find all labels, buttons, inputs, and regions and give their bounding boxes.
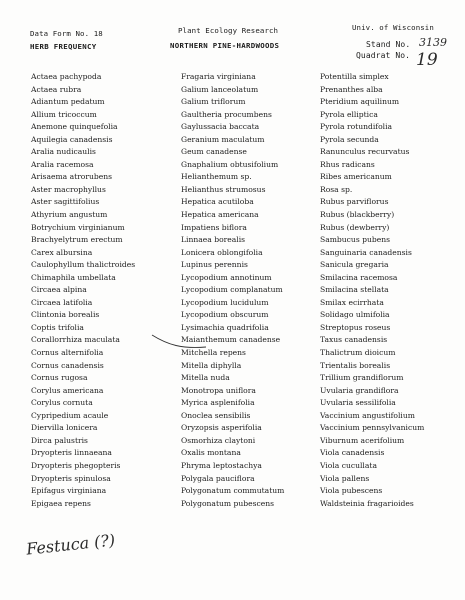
species-item: Caulophyllum thalictroides — [31, 260, 136, 270]
species-item: Osmorhiza claytoni — [181, 435, 256, 445]
university: Univ. of Wisconsin — [352, 23, 434, 32]
species-item: Galium lanceolatum — [181, 84, 259, 94]
species-item: Lycopodium complanatum — [181, 285, 283, 295]
species-item: Cypripedium acaule — [31, 410, 109, 420]
species-item: Circaea latifolia — [31, 297, 93, 307]
species-item: Impatiens biflora — [181, 222, 247, 232]
species-item: Fragaria virginiana — [181, 72, 256, 81]
species-item: Lupinus perennis — [181, 260, 248, 270]
species-item: Mitchella repens — [181, 348, 246, 358]
species-item: Anemone quinquefolia — [31, 122, 118, 132]
community-title: NORTHERN PINE-HARDWOODS — [170, 41, 280, 50]
species-item: Pyrola rotundifolia — [320, 122, 393, 132]
species-item: Onoclea sensibilis — [181, 410, 251, 420]
species-item: Lycopodium obscurum — [181, 310, 269, 320]
species-item: Actaea rubra — [31, 84, 82, 94]
species-item: Dirca palustris — [31, 435, 88, 445]
species-item: Ranunculus recurvatus — [320, 147, 410, 157]
species-item: Chimaphila umbellata — [31, 272, 116, 282]
species-item: Solidago ulmifolia — [320, 310, 390, 320]
quadrat-number-label: Quadrat No. — [356, 51, 411, 60]
stand-number-label: Stand No. — [366, 40, 411, 49]
handwritten-check-mark — [150, 331, 210, 361]
species-item: Mitella diphylla — [181, 360, 242, 370]
species-item: Smilacina stellata — [320, 285, 389, 295]
species-item: Sanguinaria canadensis — [320, 247, 412, 257]
species-item: Lycopodium annotinum — [181, 272, 272, 282]
species-item: Linnaea borealis — [181, 235, 246, 245]
species-item: Viola pubescens — [320, 486, 383, 496]
species-item: Corylus cornuta — [31, 398, 93, 408]
species-item: Hepatica americana — [181, 210, 259, 220]
species-item: Trillium grandiflorum — [320, 373, 404, 383]
species-item: Cornus alternifolia — [31, 348, 104, 358]
species-item: Corylus americana — [31, 385, 104, 395]
species-item: Polygala pauciflora — [181, 473, 255, 483]
species-item: Dryopteris phegopteris — [31, 460, 121, 470]
species-item: Gaultheria procumbens — [181, 109, 272, 119]
species-item: Smilax ecirrhata — [320, 297, 384, 307]
species-item: Athyrium angustum — [31, 210, 108, 220]
organization: Plant Ecology Research — [178, 26, 279, 35]
species-item: Botrychium virginianum — [31, 222, 125, 232]
species-item: Thalictrum dioicum — [320, 348, 396, 358]
species-item: Lycopodium lucidulum — [181, 297, 269, 307]
species-item: Helianthemum sp. — [181, 172, 252, 182]
species-item: Streptopus roseus — [320, 322, 391, 332]
species-item: Adiantum pedatum — [31, 97, 105, 107]
species-item: Geranium maculatum — [181, 134, 265, 144]
species-item: Geum canadense — [181, 147, 247, 157]
stand-number-value: 3139 — [419, 36, 447, 49]
species-item: Pteridium aquilinum — [320, 97, 400, 107]
species-item: Aquilegia canadensis — [31, 134, 113, 144]
species-item: Rosa sp. — [320, 184, 353, 194]
species-item: Rubus (dewberry) — [320, 222, 390, 232]
species-item: Oxalis montana — [181, 448, 241, 458]
species-column-1 — [31, 71, 135, 510]
species-item: Vaccinium angustifolium — [320, 410, 415, 420]
species-item: Polygonatum commutatum — [181, 486, 285, 496]
species-item: Aralia nudicaulis — [31, 147, 96, 157]
species-item: Brachyelytrum erectum — [31, 235, 123, 245]
species-item: Rubus (blackberry) — [320, 210, 395, 220]
species-item: Cornus rugosa — [31, 373, 88, 383]
form-number: Data Form No. 18 — [30, 29, 103, 38]
species-item: Gnaphalium obtusifolium — [181, 159, 279, 169]
species-item: Viburnum acerifolium — [320, 435, 405, 445]
species-item: Carex albursina — [31, 247, 93, 257]
species-item: Prenanthes alba — [320, 84, 383, 94]
species-item: Viola pallens — [320, 473, 370, 483]
species-item: Trientalis borealis — [320, 360, 391, 370]
species-item: Aralia racemosa — [31, 159, 94, 169]
species-item: Phryma leptostachya — [181, 460, 262, 470]
species-item: Potentilla simplex — [320, 72, 389, 81]
species-item: Smilacina racemosa — [320, 272, 398, 282]
species-item: Arisaema atrorubens — [31, 172, 113, 182]
species-item: Aster macrophyllus — [31, 184, 106, 194]
species-item: Taxus canadensis — [320, 335, 388, 345]
species-item: Dryopteris linnaeana — [31, 448, 112, 458]
species-item: Rhus radicans — [320, 159, 375, 169]
species-item: Epigaea repens — [31, 498, 91, 508]
species-item: Circaea alpina — [31, 285, 87, 295]
species-item: Actaea pachypoda — [31, 72, 102, 81]
species-item: Galium triflorum — [181, 97, 246, 107]
species-item: Helianthus strumosus — [181, 184, 266, 194]
species-item: Coptis trifolia — [31, 322, 84, 332]
species-item: Maianthemum canadense — [181, 335, 281, 345]
species-item: Polygonatum pubescens — [181, 498, 275, 508]
species-column-2 — [181, 71, 284, 510]
species-item: Viola cucullata — [320, 460, 377, 470]
species-item: Corallorrhiza maculata — [31, 335, 120, 345]
handwritten-signature: Festuca (?) — [25, 530, 117, 559]
species-item: Uvularia sessilifolia — [320, 398, 396, 408]
species-item: Cornus canadensis — [31, 360, 104, 370]
species-item: Waldsteinia fragarioides — [320, 498, 414, 508]
species-item: Viola canadensis — [320, 448, 385, 458]
species-item: Myrica asplenifolia — [181, 398, 255, 408]
quadrat-number-value: 19 — [416, 50, 438, 70]
species-item: Hepatica acutiloba — [181, 197, 254, 207]
species-column-3 — [320, 71, 424, 510]
species-item: Gaylussacia baccata — [181, 122, 260, 132]
sheet-title: HERB FREQUENCY — [30, 42, 97, 51]
species-item: Oryzopsis asperifolia — [181, 423, 262, 433]
species-item: Lonicera oblongifolia — [181, 247, 263, 257]
species-item: Vaccinium pennsylvanicum — [320, 423, 425, 433]
species-item: Sanicula gregaria — [320, 260, 389, 270]
species-item: Uvularia grandiflora — [320, 385, 399, 395]
species-item: Aster sagittifolius — [31, 197, 100, 207]
species-item: Clintonia borealis — [31, 310, 100, 320]
species-item: Dryopteris spinulosa — [31, 473, 111, 483]
species-item: Ribes americanum — [320, 172, 392, 182]
species-item: Diervilla lonicera — [31, 423, 98, 433]
species-item: Rubus parviflorus — [320, 197, 389, 207]
species-item: Allium tricoccum — [31, 109, 97, 119]
species-item: Pyrola secunda — [320, 134, 379, 144]
species-item: Sambucus pubens — [320, 235, 391, 245]
species-item: Epifagus virginiana — [31, 486, 107, 496]
species-item: Monotropa uniflora — [181, 385, 256, 395]
species-item: Pyrola elliptica — [320, 109, 378, 119]
species-item: Mitella nuda — [181, 373, 230, 383]
species-item: Lysimachia quadrifolia — [181, 322, 269, 332]
